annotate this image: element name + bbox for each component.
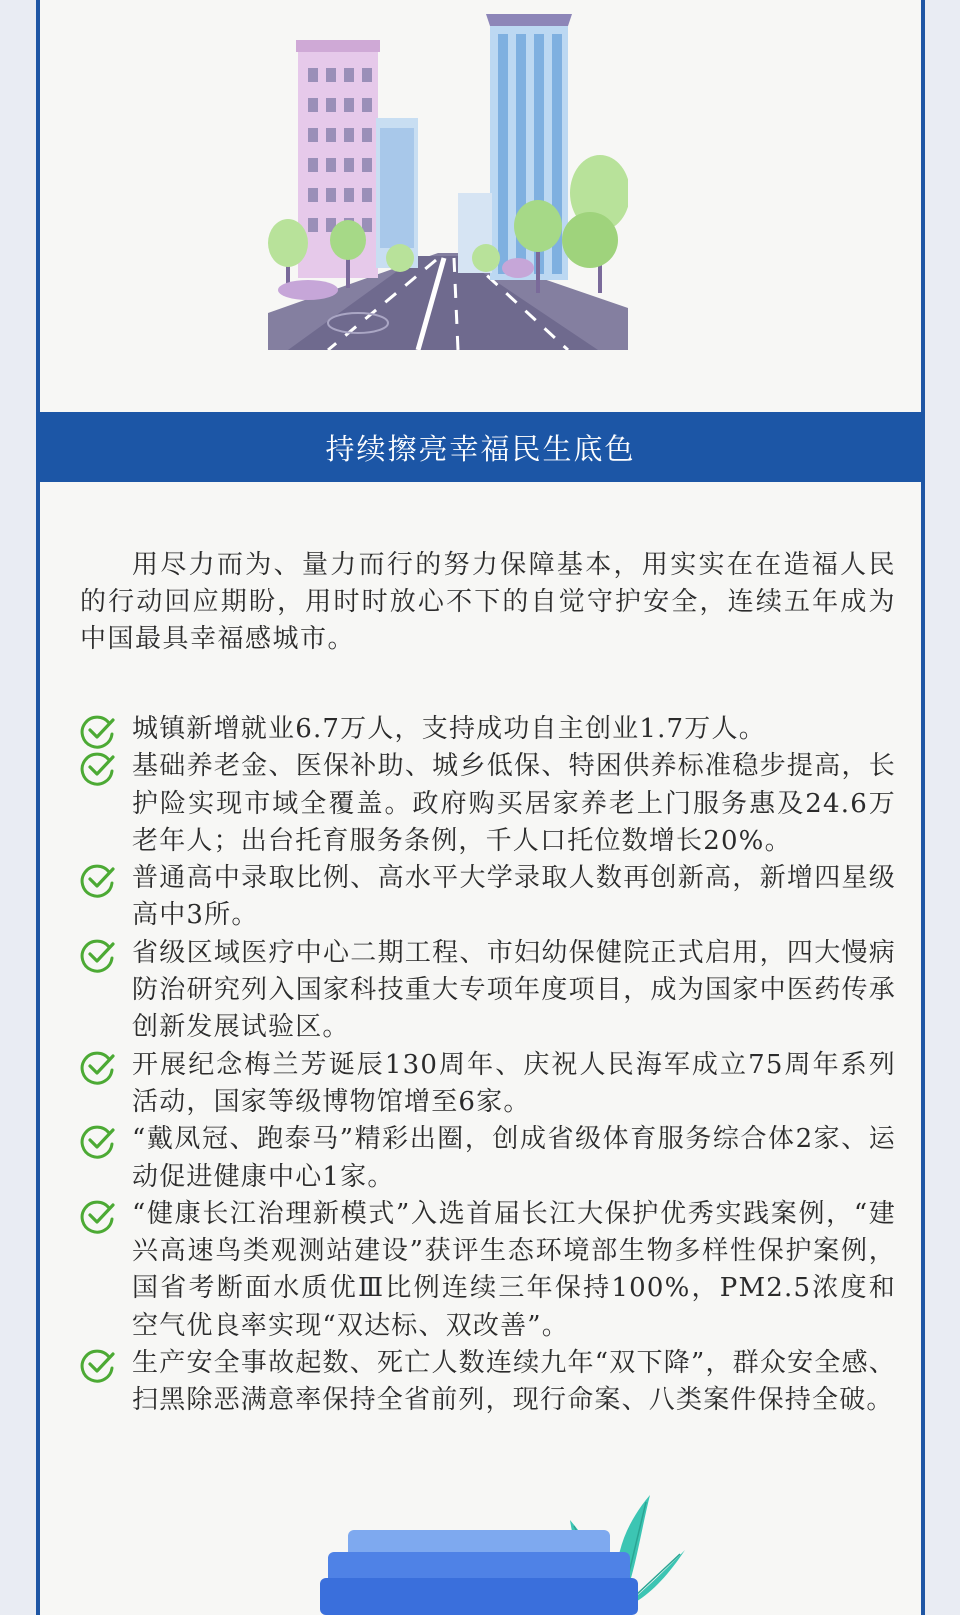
list-item-text: 普通高中录取比例、高水平大学录取人数再创新高，新增四星级高中3所。 (132, 863, 896, 931)
list-item-text: 生产安全事故起数、死亡人数连续九年“双下降”，群众安全感、扫黑除恶满意率保持全省前列，现行命案、八类案件保持全破。 (132, 1348, 896, 1416)
list-item-text: 开展纪念梅兰芳诞辰130周年、庆祝人民海军成立75周年系列活动，国家等级博物馆增至6家。 (132, 1049, 896, 1117)
list-item (80, 1121, 896, 1196)
check-circle-icon (79, 713, 117, 749)
list-item-text: “健康长江治理新模式”入选首届长江大保护优秀实践案例，“建兴高速鸟类观测站建设”获评生态环境部生物多样性保护案例，国省考断面水质优Ⅲ比例连续三年保持100%，PM2.5浓度和空气优良率实现“双达标、双改善”。 (132, 1198, 896, 1341)
list-item-text: 省级区域医疗中心二期工程、市妇幼保健院正式启用，四大慢病防治研究列入国家科技重大专项年度项目，成为国家中医药传承创新发展试验区。 (132, 937, 896, 1043)
list-item-text: 基础养老金、医保补助、城乡低保、特困供养标准稳步提高，长护险实现市域全覆盖。政府购买居家养老上门服务惠及24.6万老年人；出台托育服务条例，千人口托位数增长20%。 (132, 751, 896, 856)
leaf-books-decoration (320, 1490, 700, 1615)
check-circle-icon (79, 1123, 117, 1159)
list-item (80, 935, 896, 1047)
check-circle-icon (79, 1049, 117, 1085)
check-circle-icon (79, 862, 117, 898)
check-circle-icon (79, 1347, 117, 1383)
list-item (80, 1047, 896, 1122)
check-circle-icon (79, 750, 117, 786)
list-item-text: “戴凤冠、跑泰马”精彩出圈，创成省级体育服务综合体2家、运动促进健康中心1家。 (132, 1124, 896, 1192)
city-street-illustration (268, 8, 628, 350)
check-circle-icon (79, 1198, 117, 1234)
list-item-text: 城镇新增就业6.7万人，支持成功自主创业1.7万人。 (132, 714, 766, 744)
list-item (80, 1196, 896, 1345)
intro-paragraph: 用尽力而为、量力而行的努力保障基本，用实实在在造福人民的行动回应期盼，用时时放心不下的自觉守护安全，连续五年成为中国最具幸福感城市。 (80, 550, 896, 654)
list-item (80, 748, 896, 860)
achievement-list (80, 711, 896, 1420)
check-circle-icon (79, 937, 117, 973)
section-title: 持续擦亮幸福民生底色 (325, 431, 636, 466)
list-item (80, 711, 896, 748)
section-title-bar (36, 412, 925, 482)
list-item (80, 860, 896, 935)
list-item (80, 1345, 896, 1420)
